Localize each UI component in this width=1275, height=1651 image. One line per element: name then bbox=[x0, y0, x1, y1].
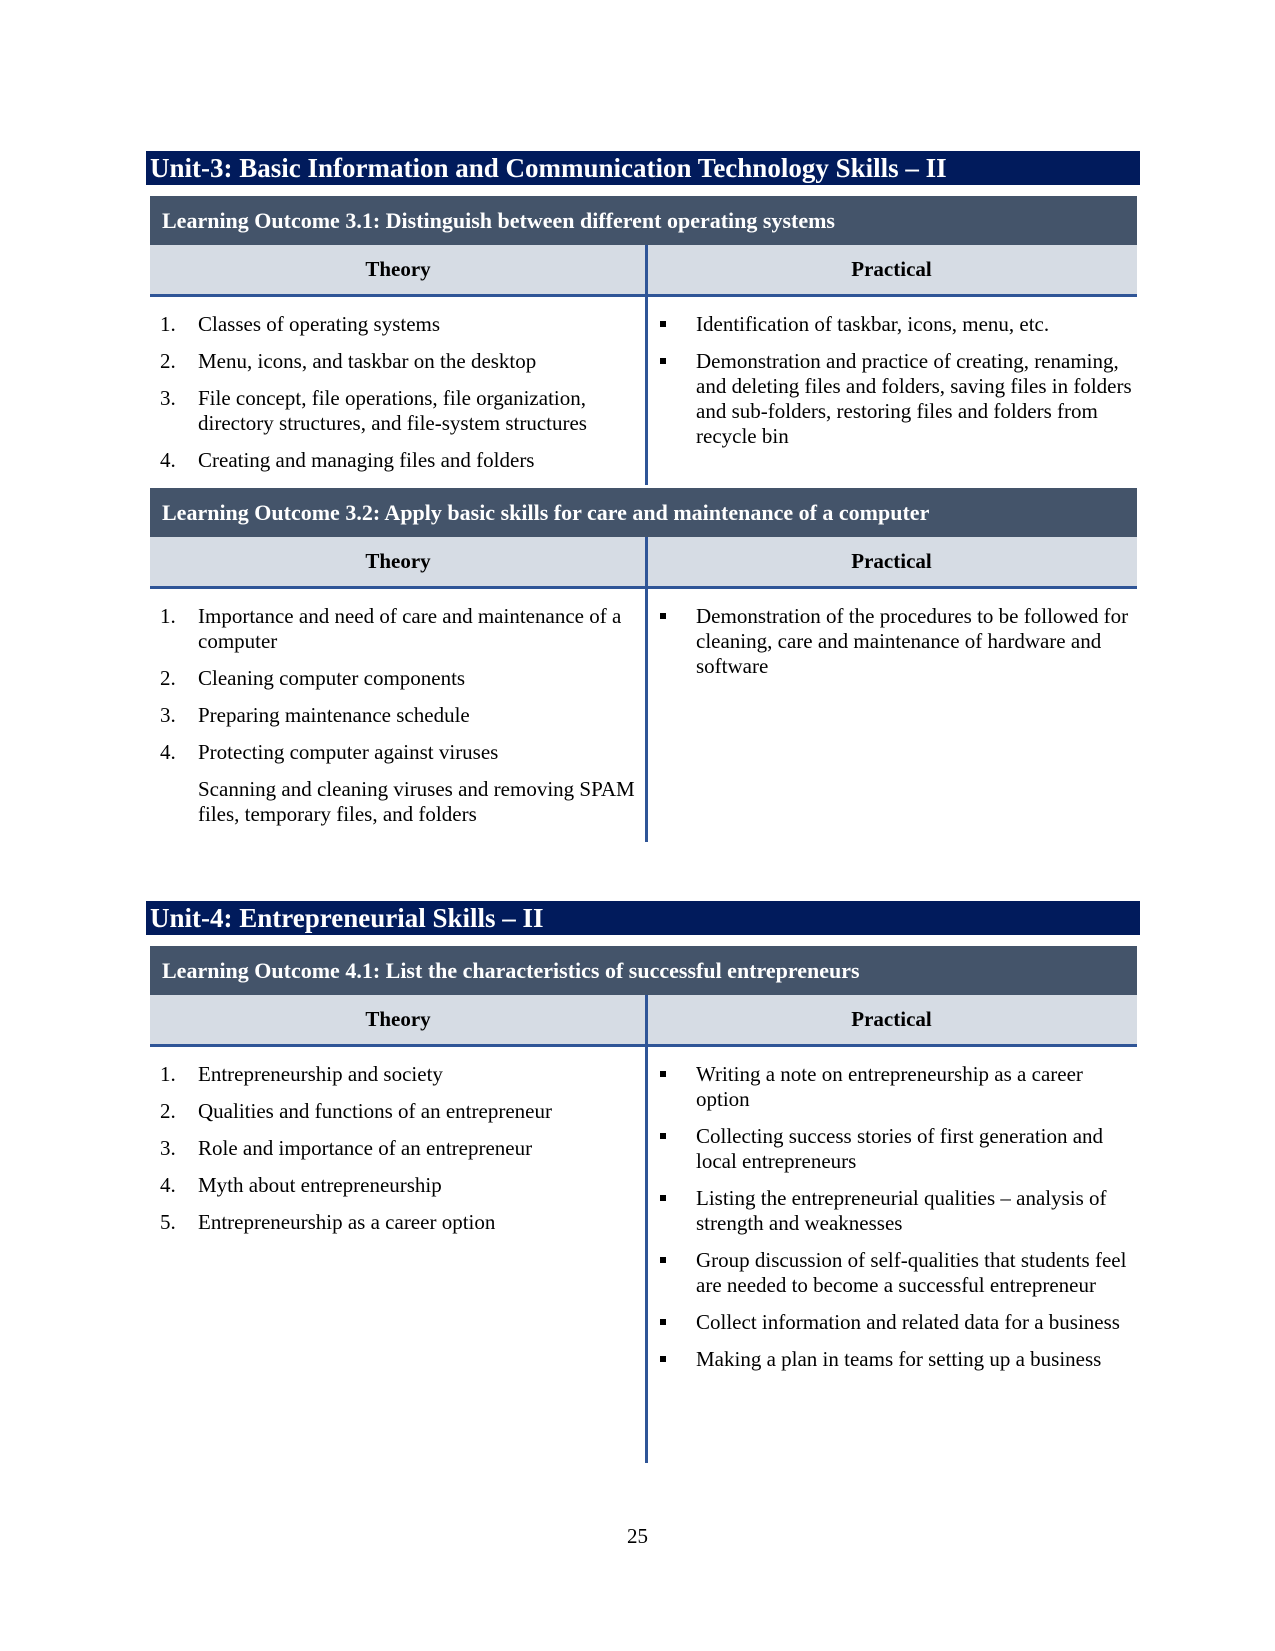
list-item: Writing a note on entrepreneurship as a career option bbox=[658, 1062, 1134, 1112]
list-item: Making a plan in teams for setting up a business bbox=[658, 1347, 1134, 1372]
outcome-3-1-practical-list bbox=[658, 312, 1134, 461]
column-divider bbox=[645, 537, 648, 842]
learning-outcome-3-2-header: Learning Outcome 3.2: Apply basic skills for care and maintenance of a computer bbox=[150, 488, 1137, 537]
square-bullet-icon bbox=[660, 1195, 666, 1201]
theory-header: Theory bbox=[365, 549, 431, 573]
square-bullet-icon bbox=[660, 1319, 666, 1325]
list-item: 1. Classes of operating systems bbox=[160, 312, 441, 336]
outcome-3-1-theory-list bbox=[160, 312, 640, 485]
column-divider bbox=[645, 245, 648, 485]
practical-header: Practical bbox=[851, 549, 932, 573]
square-bullet-icon bbox=[660, 1071, 666, 1077]
list-item: 2. Qualities and functions of an entrepreneur bbox=[160, 1099, 552, 1123]
learning-outcome-3-1-header: Learning Outcome 3.1: Distinguish between different operating systems bbox=[150, 196, 1137, 245]
list-item: 2. Cleaning computer components bbox=[160, 666, 466, 690]
outcome-3-2-column-headers bbox=[150, 537, 1137, 589]
list-item: 2. Menu, icons, and taskbar on the desktop bbox=[160, 349, 537, 373]
list-item: Group discussion of self-qualities that students feel are needed to become a successful entrepreneur bbox=[658, 1248, 1134, 1298]
column-divider bbox=[645, 995, 648, 1463]
list-item: 4. Protecting computer against viruses bbox=[160, 740, 499, 764]
outcome-3-2-practical-list bbox=[658, 604, 1134, 691]
outcome-4-1-theory-list bbox=[160, 1062, 640, 1247]
list-item: 1. Importance and need of care and maintenance of a computer bbox=[160, 604, 622, 653]
practical-header: Practical bbox=[851, 257, 932, 281]
square-bullet-icon bbox=[660, 1133, 666, 1139]
list-item: Scanning and cleaning viruses and removing SPAM files, temporary files, and folders bbox=[198, 777, 635, 826]
square-bullet-icon bbox=[660, 358, 666, 364]
list-item: Collect information and related data for a business bbox=[658, 1310, 1134, 1335]
list-item: 5. Entrepreneurship as a career option bbox=[160, 1210, 496, 1234]
list-item: Demonstration of the procedures to be followed for cleaning, care and maintenance of hardware and software bbox=[658, 604, 1134, 679]
list-item: 3. File concept, file operations, file organization, directory structures, and file-system structures bbox=[160, 386, 587, 435]
theory-header: Theory bbox=[365, 1007, 431, 1031]
list-item: Listing the entrepreneurial qualities – analysis of strength and weaknesses bbox=[658, 1186, 1134, 1236]
learning-outcome-4-1-header: Learning Outcome 4.1: List the characteristics of successful entrepreneurs bbox=[150, 946, 1137, 995]
list-item: Identification of taskbar, icons, menu, etc. bbox=[658, 312, 1134, 337]
list-item: 4. Myth about entrepreneurship bbox=[160, 1173, 442, 1197]
unit-3-title: Unit-3: Basic Information and Communication Technology Skills – II bbox=[146, 151, 1140, 185]
page-number: 25 bbox=[627, 1524, 648, 1548]
outcome-4-1-practical-list bbox=[658, 1062, 1134, 1384]
list-item: Demonstration and practice of creating, renaming, and deleting files and folders, saving files in folders and sub-folders, restoring files and folders from recycle bin bbox=[658, 349, 1134, 449]
square-bullet-icon bbox=[660, 1257, 666, 1263]
outcome-3-1-column-headers bbox=[150, 245, 1137, 297]
theory-header: Theory bbox=[365, 257, 431, 281]
list-item: 1. Entrepreneurship and society bbox=[160, 1062, 443, 1086]
square-bullet-icon bbox=[660, 613, 666, 619]
list-item: 3. Role and importance of an entrepreneur bbox=[160, 1136, 533, 1160]
square-bullet-icon bbox=[660, 1356, 666, 1362]
list-item: Collecting success stories of first generation and local entrepreneurs bbox=[658, 1124, 1134, 1174]
square-bullet-icon bbox=[660, 321, 666, 327]
outcome-4-1-column-headers bbox=[150, 995, 1137, 1047]
list-item: 4. Creating and managing files and folders bbox=[160, 448, 535, 472]
list-item: 3. Preparing maintenance schedule bbox=[160, 703, 470, 727]
outcome-3-2-theory-list bbox=[160, 604, 640, 839]
practical-header: Practical bbox=[851, 1007, 932, 1031]
unit-4-title: Unit-4: Entrepreneurial Skills – II bbox=[146, 901, 1140, 935]
